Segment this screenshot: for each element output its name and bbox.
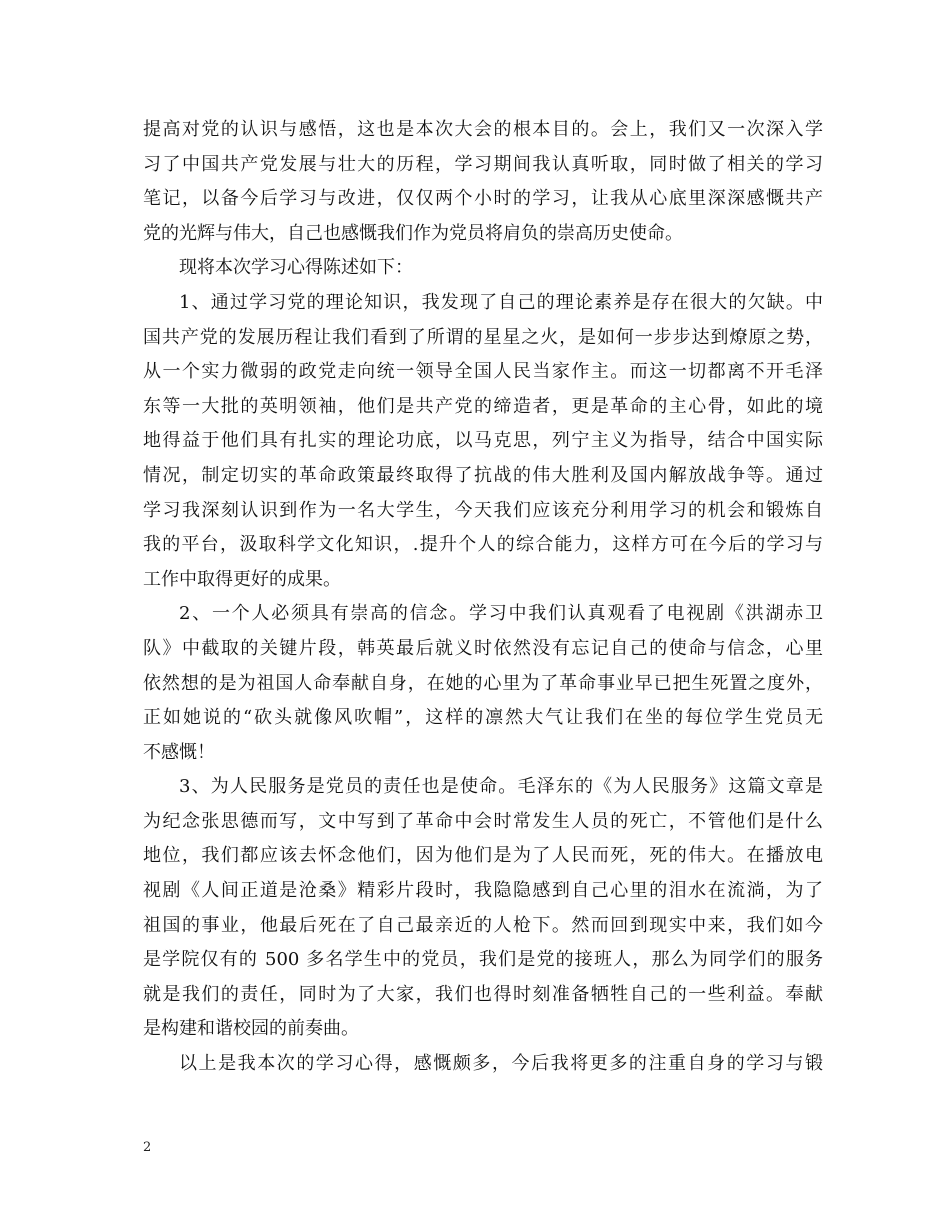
document-body xyxy=(143,113,823,1082)
text-line: 党的光辉与伟大，自己也感慨我们作为党员将肩负的崇高历史使命。 xyxy=(143,222,683,244)
text-line: 现将本次学习心得陈述如下： xyxy=(179,257,413,279)
text-line: 以上是我本次的学习心得，感慨颇多，今后我将更多的注重自身的学习与锻 xyxy=(179,1053,823,1075)
text-line: 1、通过学习党的理论知识，我发现了自己的理论素养是存在很大的欠缺。中 xyxy=(179,291,823,313)
text-line: 习了中国共产党发展与壮大的历程，学习期间我认真听取，同时做了相关的学习 xyxy=(143,153,823,175)
text-line: 3、为人民服务是党员的责任也是使命。毛泽东的《为人民服务》这篇文章是 xyxy=(179,776,823,798)
text-line: 祖国的事业，他最后死在了自己最亲近的人枪下。然而回到现实中来，我们如今 xyxy=(143,914,823,936)
text-line: 工作中取得更好的成果。 xyxy=(143,568,341,590)
text-line: 笔记，以备今后学习与改进，仅仅两个小时的学习，让我从心底里深深感慨共产 xyxy=(143,188,823,210)
text-line: 2、一个人必须具有崇高的信念。学习中我们认真观看了电视剧《洪湖赤卫 xyxy=(179,603,823,625)
text-line: 是学院仅有的 500 多名学生中的党员，我们是党的接班人，那么为同学们的服务 xyxy=(143,949,823,971)
text-line: 国共产党的发展历程让我们看到了所谓的星星之火，是如何一步步达到燎原之势， xyxy=(143,326,823,348)
text-line: 队》中截取的关键片段，韩英最后就义时依然没有忘记自己的使命与信念，心里 xyxy=(143,637,823,659)
text-line: 从一个实力微弱的政党走向统一领导全国人民当家作主。而这一切都离不开毛泽 xyxy=(143,361,823,383)
text-line: 正如她说的“砍头就像风吹帽”，这样的凛然大气让我们在坐的每位学生党员无 xyxy=(143,707,823,729)
text-line: 依然想的是为祖国人命奉献自身，在她的心里为了革命事业早已把生死置之度外， xyxy=(143,672,823,694)
text-line: 东等一大批的英明领袖，他们是共产党的缔造者，更是革命的主心骨，如此的境 xyxy=(143,395,823,417)
text-line: 情况，制定切实的革命政策最终取得了抗战的伟大胜利及国内解放战争等。通过 xyxy=(143,464,823,486)
text-line: 地得益于他们具有扎实的理论功底，以马克思，列宁主义为指导，结合中国实际 xyxy=(143,430,823,452)
text-line: 不感慨！ xyxy=(143,741,215,763)
text-line: 为纪念张思德而写，文中写到了革命中会时常发生人员的死亡，不管他们是什么 xyxy=(143,810,823,832)
text-line: 视剧《人间正道是沧桑》精彩片段时，我隐隐感到自己心里的泪水在流淌，为了 xyxy=(143,880,823,902)
text-line: 提高对党的认识与感悟，这也是本次大会的根本目的。会上，我们又一次深入学 xyxy=(143,119,823,140)
text-line: 我的平台，汲取科学文化知识，.提升个人的综合能力，这样方可在今后的学习与 xyxy=(143,534,823,556)
page-number: 2 xyxy=(143,1140,152,1155)
text-line: 学习我深刻认识到作为一名大学生，今天我们应该充分利用学习的机会和锻炼自 xyxy=(143,499,823,521)
text-line: 就是我们的责任，同时为了大家，我们也得时刻准备牺牲自己的一些利益。奉献 xyxy=(143,983,823,1005)
text-line: 地位，我们都应该去怀念他们，因为他们是为了人民而死，死的伟大。在播放电 xyxy=(143,845,823,867)
text-line: 是构建和谐校园的前奏曲。 xyxy=(143,1018,359,1040)
